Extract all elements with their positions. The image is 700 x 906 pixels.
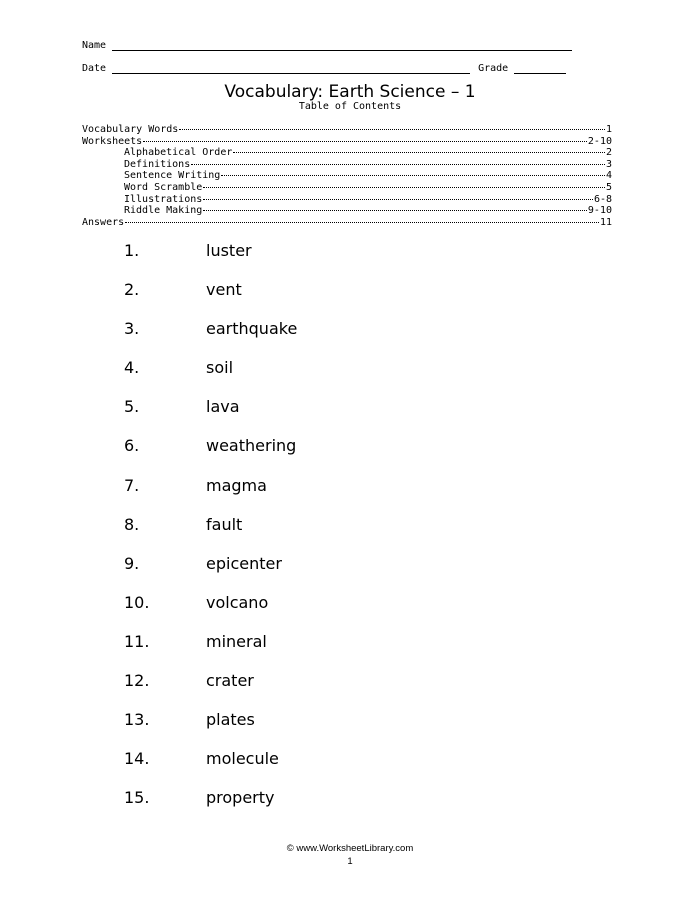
vocabulary-word: property: [206, 788, 275, 808]
date-field-line[interactable]: [112, 63, 470, 74]
word-row: [0, 426, 700, 465]
word-row: [0, 231, 700, 270]
vocabulary-word: luster: [206, 241, 252, 260]
grade-label: Grade: [478, 63, 509, 74]
toc-row: [82, 182, 612, 194]
name-row: [82, 40, 572, 51]
toc-row: [82, 170, 612, 182]
word-number: 14.: [124, 749, 150, 769]
toc-row: [82, 136, 612, 148]
word-row: [0, 622, 700, 661]
vocabulary-word: vent: [206, 280, 242, 300]
vocabulary-word: volcano: [206, 592, 269, 612]
toc-page-number: 3: [605, 158, 612, 170]
vocabulary-word: soil: [206, 358, 234, 378]
toc-leader-dots: [143, 141, 587, 142]
toc-leader-dots: [221, 175, 605, 176]
word-row: [0, 466, 700, 505]
word-row: [0, 661, 700, 700]
vocabulary-word: lava: [206, 397, 240, 417]
page-title: Vocabulary: Earth Science – 1: [224, 82, 476, 102]
toc-row: [82, 217, 612, 229]
toc-label: Worksheets: [82, 135, 143, 147]
vocabulary-word-list: [0, 231, 700, 817]
toc-page-number: 4: [605, 170, 612, 182]
word-row: [0, 505, 700, 544]
table-of-contents: [82, 124, 612, 228]
toc-page-number: 6-8: [593, 193, 612, 205]
word-number: 6.: [124, 436, 140, 456]
word-number: 8.: [124, 514, 140, 534]
word-number: 2.: [124, 280, 140, 300]
toc-row: [82, 147, 612, 159]
word-number: 4.: [124, 358, 140, 378]
date-row: [82, 63, 566, 74]
word-row: [0, 309, 700, 348]
toc-page-number: 11: [599, 216, 612, 228]
word-number: 12.: [124, 671, 150, 691]
page-footer: [0, 842, 700, 868]
toc-label: Word Scramble: [124, 181, 203, 193]
word-row: [0, 739, 700, 778]
toc-page-number: 9-10: [587, 205, 612, 217]
date-label: Date: [82, 63, 107, 74]
word-row: [0, 778, 700, 817]
vocabulary-word: magma: [206, 475, 267, 495]
toc-label: Definitions: [124, 158, 191, 170]
toc-row: [82, 159, 612, 171]
word-number: 9.: [124, 553, 140, 573]
toc-label: Answers: [82, 216, 125, 228]
page-number: 1: [347, 856, 353, 867]
page-subtitle: Table of Contents: [298, 101, 402, 112]
toc-leader-dots: [203, 187, 605, 188]
copyright-text: © www.WorksheetLibrary.com: [286, 843, 414, 854]
toc-page-number: 2: [605, 147, 612, 159]
word-number: 13.: [124, 710, 150, 730]
toc-leader-dots: [203, 210, 587, 211]
toc-leader-dots: [179, 129, 605, 130]
toc-label: Sentence Writing: [124, 170, 221, 182]
word-number: 10.: [124, 592, 150, 612]
vocabulary-word: plates: [206, 710, 255, 730]
vocabulary-word: epicenter: [206, 553, 282, 573]
word-number: 3.: [124, 319, 140, 339]
toc-label: Alphabetical Order: [124, 147, 233, 159]
vocabulary-word: mineral: [206, 631, 267, 651]
vocabulary-word: fault: [206, 514, 243, 534]
toc-page-number: 1: [605, 124, 612, 135]
word-number: 15.: [124, 788, 150, 808]
word-row: [0, 544, 700, 583]
name-field-line[interactable]: [112, 40, 572, 51]
toc-page-number: 2-10: [587, 135, 612, 147]
vocabulary-word: weathering: [206, 436, 297, 456]
toc-leader-dots: [125, 222, 599, 223]
name-label: Name: [82, 40, 107, 51]
toc-row: [82, 124, 612, 136]
toc-leader-dots: [203, 199, 593, 200]
toc-label: Vocabulary Words: [82, 124, 179, 135]
toc-page-number: 5: [605, 181, 612, 193]
word-row: [0, 700, 700, 739]
word-row: [0, 270, 700, 309]
word-row: [0, 348, 700, 387]
toc-row: [82, 205, 612, 217]
vocabulary-word: crater: [206, 671, 254, 691]
word-number: 7.: [124, 475, 140, 495]
grade-field-line[interactable]: [514, 63, 566, 74]
word-number: 11.: [124, 631, 150, 651]
toc-leader-dots: [233, 152, 605, 153]
word-row: [0, 387, 700, 426]
vocabulary-word: earthquake: [206, 319, 298, 339]
vocabulary-word: molecule: [206, 749, 279, 769]
word-number: 1.: [124, 241, 140, 260]
toc-row: [82, 194, 612, 206]
toc-label: Riddle Making: [124, 205, 203, 217]
toc-label: Illustrations: [124, 193, 203, 205]
toc-leader-dots: [191, 164, 605, 165]
word-number: 5.: [124, 397, 140, 417]
word-row: [0, 583, 700, 622]
